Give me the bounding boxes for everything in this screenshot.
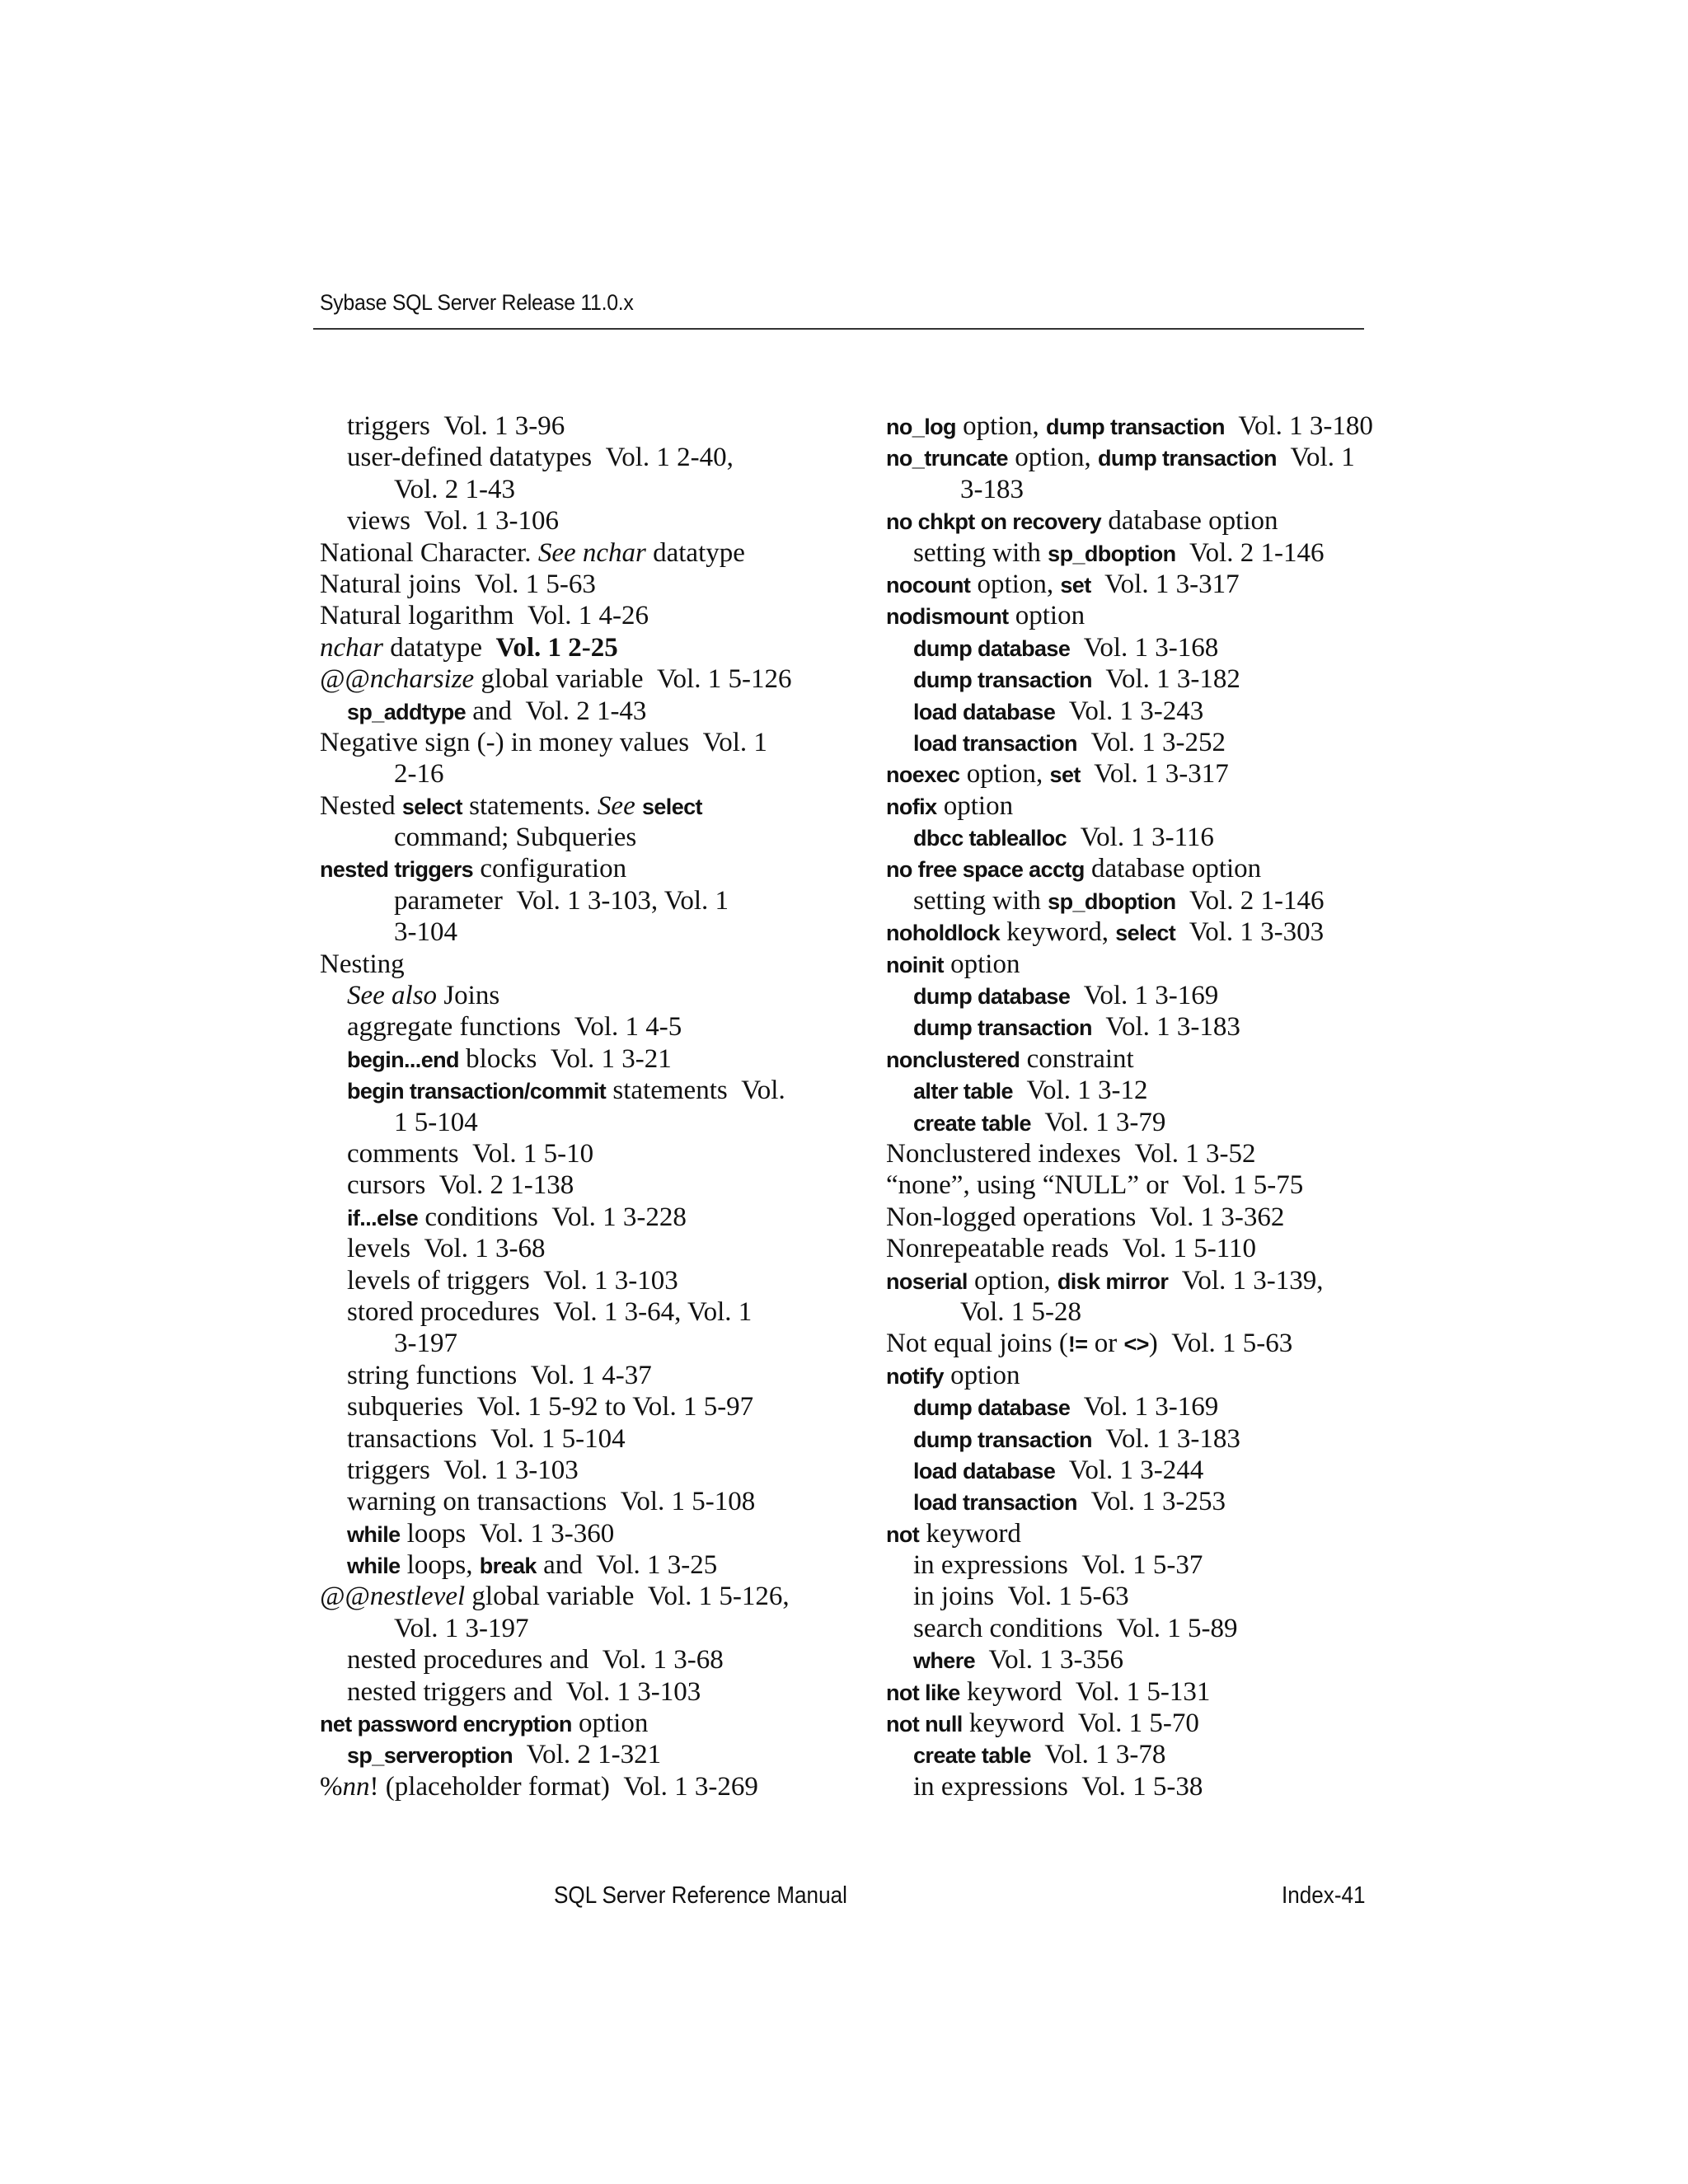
index-entry	[886, 600, 1397, 631]
index-text: option	[943, 949, 1020, 979]
index-text: Vol. 2 1-146	[1175, 885, 1325, 916]
index-keyword: nodismount	[886, 604, 1009, 630]
index-text: in expressions Vol. 1 5-37	[913, 1550, 1203, 1581]
index-entry	[320, 980, 831, 1011]
index-text: Vol. 1 3-317	[1090, 569, 1240, 599]
index-entry	[886, 537, 1397, 569]
index-keyword: <>	[1123, 1332, 1149, 1357]
index-text: Vol. 1 3-253	[1076, 1487, 1226, 1517]
index-entry	[320, 1423, 831, 1455]
index-entry	[886, 1549, 1397, 1581]
index-keyword: alter table	[913, 1079, 1013, 1104]
footer-manual-title: SQL Server Reference Manual	[554, 1882, 847, 1909]
index-keyword: select	[641, 794, 702, 819]
index-text: Non-logged operations Vol. 1 3-362	[886, 1202, 1285, 1232]
index-entry	[320, 1644, 831, 1675]
index-keyword: notify	[886, 1363, 944, 1389]
index-text: 3-183	[960, 474, 1024, 504]
index-entry	[886, 1676, 1397, 1708]
index-entry	[886, 569, 1397, 600]
index-text: ! (placeholder format) Vol. 1 3-269	[369, 1771, 758, 1802]
index-entry	[320, 1676, 831, 1708]
index-entry	[886, 1581, 1397, 1612]
index-entry	[886, 1771, 1397, 1802]
index-keyword: not null	[886, 1712, 963, 1737]
index-keyword: select	[1115, 921, 1176, 946]
index-text: keyword	[919, 1518, 1021, 1549]
index-text: comments Vol. 1 5-10	[347, 1138, 594, 1169]
index-text: configuration	[473, 854, 627, 884]
index-entry	[320, 410, 831, 442]
index-entry	[320, 1202, 831, 1233]
index-text: subqueries Vol. 1 5-92 to Vol. 1 5-97	[347, 1392, 754, 1422]
index-keyword: dump transaction	[913, 1015, 1092, 1041]
index-text: keyword Vol. 1 5-70	[962, 1708, 1199, 1739]
index-text: ) Vol. 1 5-63	[1148, 1329, 1293, 1359]
index-text: Vol. 1 3-168	[1070, 632, 1219, 663]
index-entry	[320, 853, 831, 884]
index-keyword: no free space acctg	[886, 857, 1085, 883]
index-text: Vol. 1 3-183	[1091, 1423, 1240, 1454]
index-text: Vol. 1 3-169	[1070, 981, 1219, 1011]
index-keyword: !=	[1067, 1332, 1088, 1357]
index-entry	[320, 1708, 831, 1739]
index-keyword: load database	[913, 699, 1056, 724]
index-text: global variable Vol. 1 5-126,	[465, 1582, 790, 1612]
index-entry	[886, 980, 1397, 1011]
index-text: statements Vol.	[606, 1076, 785, 1106]
index-entry	[320, 822, 831, 853]
index-text: @@ncharsize	[320, 664, 475, 695]
index-text: 3-197	[394, 1329, 457, 1359]
index-text: Vol. 1	[1276, 443, 1355, 473]
index-keyword: no_log	[886, 415, 956, 439]
index-entry	[886, 1107, 1397, 1138]
index-entry	[886, 916, 1397, 948]
index-text: global variable Vol. 1 5-126	[474, 664, 792, 695]
index-keyword: dbcc tablealloc	[913, 826, 1067, 851]
index-text: triggers	[347, 411, 430, 441]
index-text: %	[320, 1771, 343, 1802]
index-keyword: dump database	[913, 635, 1071, 661]
index-text: constraint	[1020, 1043, 1134, 1074]
index-column-right	[886, 410, 1397, 1802]
index-keyword: set	[1060, 572, 1091, 598]
index-text: Vol. 1 3-243	[1055, 696, 1204, 726]
index-keyword: nested triggers	[320, 857, 474, 883]
index-keyword: sp_dboption	[1048, 888, 1176, 914]
index-text: and Vol. 1 3-25	[536, 1550, 718, 1581]
index-entry	[886, 1296, 1397, 1328]
index-entry	[886, 1169, 1397, 1201]
index-text: parameter Vol. 1 3-103, Vol. 1	[394, 885, 729, 916]
index-text: Vol. 1 3-96	[429, 411, 565, 441]
index-text: National Character.	[320, 537, 538, 568]
index-text: Vol. 1 3-180	[1224, 411, 1373, 441]
index-entry	[320, 1486, 831, 1517]
index-entry	[886, 696, 1397, 727]
index-entry	[886, 1644, 1397, 1675]
index-keyword: noexec	[886, 762, 960, 788]
index-entry	[320, 916, 831, 948]
index-text: Vol. 1 3-116	[1067, 823, 1214, 853]
index-text: search conditions Vol. 1 5-89	[913, 1613, 1238, 1643]
index-text: @@nestlevel	[320, 1582, 466, 1612]
index-text: Nested	[320, 790, 402, 821]
index-text: option,	[970, 569, 1061, 599]
index-entry	[320, 1581, 831, 1612]
index-entry	[886, 853, 1397, 884]
index-keyword: disk mirror	[1057, 1268, 1169, 1294]
index-entry	[886, 1075, 1397, 1106]
index-text: Vol. 1 3-169	[1070, 1392, 1219, 1422]
index-entry	[320, 474, 831, 505]
index-entry	[886, 410, 1397, 442]
index-text: Vol. 1 3-182	[1091, 664, 1240, 695]
index-entry	[320, 1043, 831, 1075]
index-entry	[320, 1265, 831, 1296]
index-entry	[886, 1613, 1397, 1644]
index-text: Negative sign (-) in money values Vol. 1	[320, 727, 767, 757]
index-entry	[886, 1328, 1397, 1359]
index-text: transactions Vol. 1 5-104	[347, 1423, 626, 1454]
index-entry	[320, 1771, 831, 1802]
index-text: option,	[959, 759, 1050, 790]
index-text	[635, 791, 642, 821]
index-text: warning on transactions Vol. 1 5-108	[347, 1487, 756, 1517]
index-text: nchar	[320, 632, 383, 663]
index-text: Nonrepeatable reads Vol. 1 5-110	[886, 1234, 1257, 1264]
index-text: database option	[1101, 506, 1278, 537]
index-text: Vol. 1 3-78	[1030, 1740, 1166, 1770]
index-text: Vol. 2 1-146	[1175, 537, 1325, 568]
index-text: levels of triggers Vol. 1 3-103	[347, 1265, 678, 1296]
index-entry	[886, 1423, 1397, 1455]
index-entry	[320, 885, 831, 916]
index-keyword: break	[479, 1554, 537, 1579]
index-text: datatype	[383, 632, 496, 663]
index-text: option,	[967, 1265, 1057, 1296]
index-text: Vol. 1 5-28	[960, 1296, 1081, 1327]
index-entry	[320, 949, 831, 980]
index-keyword: net password encryption	[320, 1712, 572, 1737]
index-entry	[886, 1518, 1397, 1549]
index-text: Vol. 2 1-43	[394, 474, 515, 504]
index-entry	[886, 949, 1397, 980]
index-entry	[886, 1455, 1397, 1486]
index-keyword: create table	[913, 1110, 1031, 1136]
index-entry	[320, 663, 831, 695]
index-entry	[886, 1202, 1397, 1233]
index-text: database option	[1084, 854, 1262, 884]
index-text: Vol. 1 3-303	[1175, 917, 1325, 948]
index-text: statements.	[462, 790, 598, 821]
index-text: option	[571, 1708, 649, 1739]
index-text: Vol. 2 1-321	[513, 1740, 662, 1770]
index-entry	[886, 1708, 1397, 1739]
index-keyword: sp_dboption	[1048, 541, 1176, 566]
index-text: string functions Vol. 1 4-37	[347, 1360, 652, 1390]
index-text: keyword Vol. 1 5-131	[959, 1676, 1211, 1707]
index-entry	[320, 1233, 831, 1264]
index-keyword: load transaction	[913, 730, 1077, 756]
index-entry	[320, 696, 831, 727]
index-entry	[320, 569, 831, 600]
header-rule	[313, 328, 1364, 330]
index-entry	[320, 600, 831, 631]
index-text: “none”, using “NULL” or Vol. 1 5-75	[886, 1170, 1304, 1201]
index-text: or	[1087, 1329, 1124, 1359]
index-text: setting with	[913, 885, 1048, 916]
index-text: See	[597, 790, 635, 821]
index-entry	[320, 1391, 831, 1422]
index-keyword: not	[886, 1521, 920, 1547]
index-text: Natural joins Vol. 1 5-63	[320, 569, 596, 599]
index-entry	[886, 1011, 1397, 1043]
index-text: 3-104	[394, 917, 457, 948]
index-keyword: load transaction	[913, 1490, 1077, 1516]
index-entry	[886, 1138, 1397, 1169]
index-text: command; Subqueries	[394, 823, 637, 853]
index-entry	[886, 505, 1397, 537]
index-keyword: begin...end	[347, 1047, 459, 1072]
index-keyword: select	[401, 794, 462, 819]
index-entry	[320, 1739, 831, 1770]
index-keyword: not like	[886, 1680, 960, 1705]
index-text: datatype	[645, 537, 745, 568]
index-keyword: if...else	[347, 1205, 419, 1230]
index-text: Vol. 1 3-79	[1030, 1107, 1166, 1137]
index-entry	[320, 1107, 831, 1138]
index-keyword: dump database	[913, 984, 1071, 1010]
index-entry	[320, 1169, 831, 1201]
index-text: 2-16	[394, 759, 444, 790]
index-text: option	[936, 790, 1014, 821]
index-text: levels Vol. 1 3-68	[347, 1234, 546, 1264]
index-text: Vol. 1 3-139,	[1168, 1265, 1324, 1296]
index-text: Vol. 1 3-197	[394, 1613, 529, 1643]
running-header: Sybase SQL Server Release 11.0.x	[320, 290, 634, 315]
index-text: Vol. 1 2-25	[495, 632, 618, 663]
index-text: option	[1008, 601, 1085, 631]
index-entry	[886, 632, 1397, 663]
index-keyword: dump transaction	[913, 1427, 1092, 1452]
index-keyword: noholdlock	[886, 921, 1000, 946]
index-text: aggregate functions Vol. 1 4-5	[347, 1012, 682, 1043]
index-entry	[320, 758, 831, 790]
index-text: See nchar	[537, 537, 646, 568]
index-keyword: where	[913, 1648, 976, 1674]
index-entry	[886, 663, 1397, 695]
index-entry	[320, 1455, 831, 1486]
index-entry	[320, 1296, 831, 1328]
index-entry	[886, 1265, 1397, 1296]
index-text: option	[943, 1360, 1020, 1390]
index-keyword: noinit	[886, 952, 944, 977]
index-text: in joins Vol. 1 5-63	[913, 1582, 1129, 1612]
index-entry	[886, 790, 1397, 822]
index-keyword: while	[347, 1521, 401, 1547]
index-text: nested procedures and Vol. 1 3-68	[347, 1645, 724, 1675]
index-keyword: dump transaction	[1045, 415, 1225, 439]
page-number: Index-41	[1282, 1882, 1366, 1909]
index-keyword: no_truncate	[886, 446, 1008, 471]
index-text: option,	[955, 411, 1046, 441]
index-text: option,	[1007, 443, 1099, 473]
index-entry	[320, 790, 831, 822]
index-entry	[886, 442, 1397, 473]
index-column-left	[320, 410, 831, 1802]
index-entry	[886, 727, 1397, 758]
index-entry	[320, 727, 831, 758]
index-keyword: dump database	[913, 1395, 1071, 1421]
index-text: loops,	[400, 1550, 480, 1581]
index-text: Vol. 1 3-12	[1012, 1076, 1148, 1106]
index-keyword: load database	[913, 1458, 1056, 1483]
index-entry	[320, 1075, 831, 1106]
index-text: cursors Vol. 2 1-138	[347, 1170, 574, 1201]
index-text: Vol. 1 3-244	[1055, 1455, 1204, 1485]
index-entry	[886, 1043, 1397, 1075]
index-keyword: nofix	[886, 794, 937, 819]
index-keyword: set	[1049, 762, 1081, 788]
index-entry	[886, 474, 1397, 505]
index-text: nn	[342, 1771, 370, 1802]
index-keyword: while	[347, 1554, 401, 1579]
index-text: stored procedures Vol. 1 3-64, Vol. 1	[347, 1296, 753, 1327]
index-keyword: noserial	[886, 1268, 968, 1294]
index-text: and Vol. 2 1-43	[466, 696, 647, 726]
index-text: See also	[347, 981, 438, 1011]
index-entry	[886, 1486, 1397, 1517]
index-text: 1 5-104	[394, 1107, 478, 1137]
index-entry	[320, 1613, 831, 1644]
index-text: Nonclustered indexes Vol. 1 3-52	[886, 1138, 1256, 1169]
index-text: user-defined datatypes Vol. 1 2-40,	[347, 443, 734, 473]
index-text: loops Vol. 1 3-360	[400, 1518, 615, 1549]
index-text: views Vol. 1 3-106	[347, 506, 559, 537]
index-text: keyword,	[1000, 917, 1116, 948]
index-keyword: sp_addtype	[347, 699, 467, 724]
index-text: blocks Vol. 1 3-21	[458, 1043, 672, 1074]
index-text: Joins	[437, 981, 500, 1011]
index-entry	[320, 1549, 831, 1581]
index-entry	[886, 1360, 1397, 1391]
index-entry	[320, 537, 831, 569]
index-keyword: create table	[913, 1743, 1031, 1769]
index-entry	[320, 1360, 831, 1391]
index-text: Not equal joins (	[886, 1329, 1068, 1359]
index-keyword: dump transaction	[913, 668, 1092, 693]
index-keyword: nonclustered	[886, 1047, 1020, 1072]
index-text: Nesting	[320, 949, 405, 979]
index-keyword: dump transaction	[1098, 446, 1277, 471]
index-keyword: nocount	[886, 572, 971, 598]
index-entry	[320, 1011, 831, 1043]
index-text: Vol. 1 3-183	[1091, 1012, 1240, 1043]
index-entry	[320, 1138, 831, 1169]
index-entry	[320, 1518, 831, 1549]
index-entry	[886, 1739, 1397, 1770]
index-keyword: sp_serveroption	[347, 1743, 513, 1769]
index-entry	[320, 632, 831, 663]
index-text: Vol. 1 3-317	[1080, 759, 1229, 790]
index-entry	[320, 442, 831, 473]
index-entry	[886, 758, 1397, 790]
index-text: nested triggers and Vol. 1 3-103	[347, 1676, 701, 1707]
index-keyword: no chkpt on recovery	[886, 509, 1102, 535]
index-entry	[886, 1233, 1397, 1264]
index-text: in expressions Vol. 1 5-38	[913, 1771, 1203, 1802]
index-entry	[886, 885, 1397, 916]
index-entry	[320, 1328, 831, 1359]
index-text: Natural logarithm Vol. 1 4-26	[320, 601, 649, 631]
index-text: conditions Vol. 1 3-228	[418, 1202, 687, 1232]
index-text: triggers Vol. 1 3-103	[347, 1455, 579, 1485]
index-text: Vol. 1 3-252	[1076, 727, 1226, 757]
index-entry	[886, 822, 1397, 853]
index-entry	[886, 1391, 1397, 1422]
index-entry	[320, 505, 831, 537]
index-keyword: begin transaction/commit	[347, 1079, 607, 1104]
index-text: Vol. 1 3-356	[975, 1645, 1124, 1675]
index-text: setting with	[913, 537, 1048, 568]
